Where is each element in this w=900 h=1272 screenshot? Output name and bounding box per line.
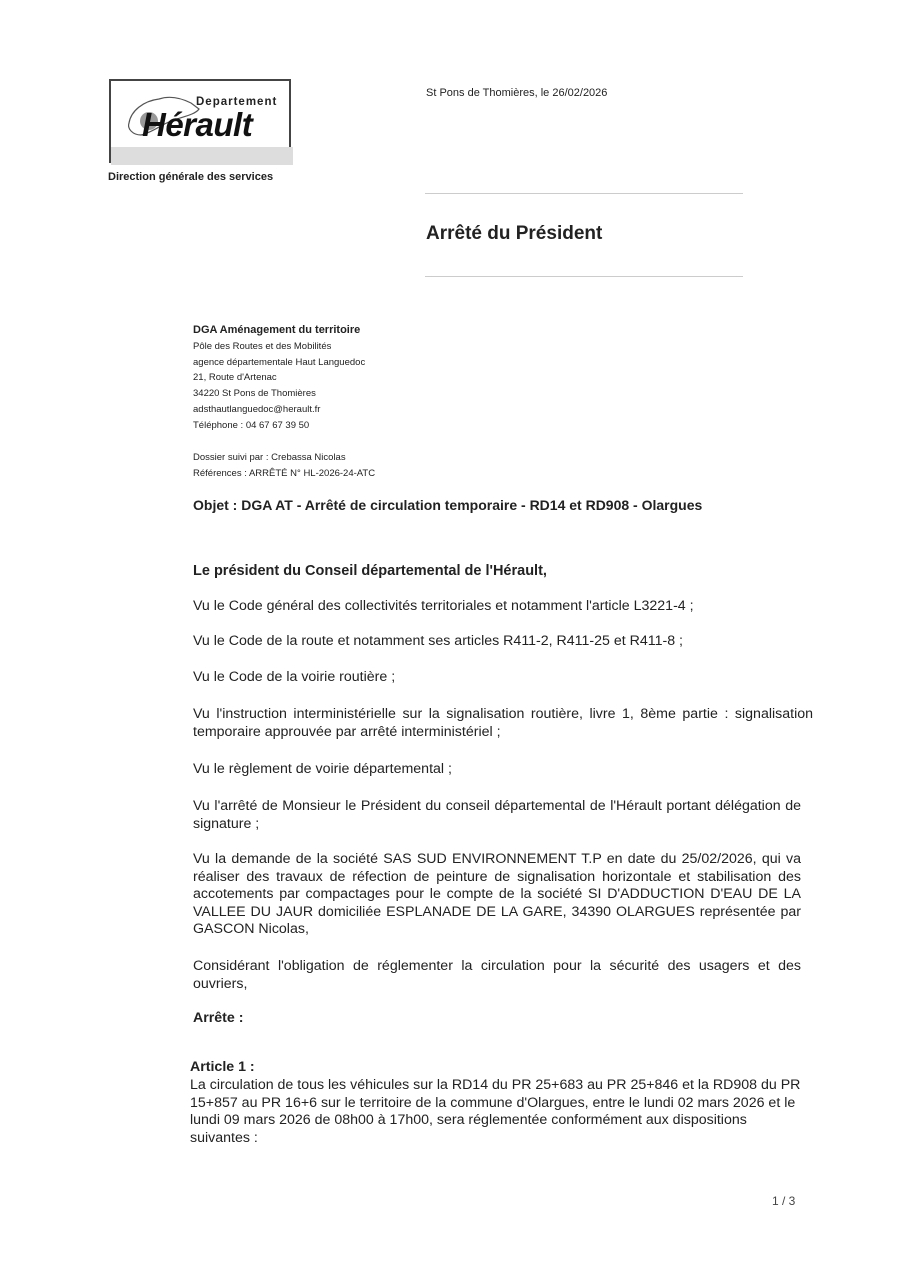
service-phone: Téléphone : 04 67 67 39 50	[193, 419, 310, 431]
dossier-followed-by: Dossier suivi par : Crebassa Nicolas	[193, 452, 346, 463]
president-heading: Le président du Conseil départemental de l'Hérault,	[193, 563, 547, 579]
vu-paragraph: Vu le règlement de voirie départemental ;	[193, 761, 452, 777]
service-block	[193, 323, 365, 434]
place-date: St Pons de Thomières, le 26/02/2026	[426, 87, 608, 99]
vu-paragraph: Vu l'instruction interministérielle sur la signalisation routière, livre 1, 8ème partie : signalisation temporaire approuvée par arrêté interministériel ;	[193, 706, 813, 740]
divider-bottom	[425, 276, 743, 277]
service-name: DGA Aménagement du territoire	[193, 324, 361, 336]
vu-paragraph: Vu l'arrêté de Monsieur le Président du conseil départemental de l'Hérault portant délégation de signature ;	[193, 798, 801, 832]
vu-paragraph: Vu la demande de la société SAS SUD ENVIRONNEMENT T.P en date du 25/02/2026, qui va réaliser des travaux de réfection de peinture de signalisation horizontale et stabilisation des accotements par compactages pour le compte de la société SI D'ADDUCTION D'EAU DE LA VALLEE DU JAUR domiciliée ESPLANADE DE LA GARE, 34390 OLARGUES représentée par GASCON Nicolas,	[193, 851, 801, 937]
references: Références : ARRÊTÉ N° HL-2026-24-ATC	[193, 467, 376, 479]
service-email: adsthautlanguedoc@herault.fr	[193, 403, 321, 415]
dossier-block	[193, 450, 375, 482]
service-line: 21, Route d'Artenac	[193, 372, 277, 384]
service-line: Pôle des Routes et des Mobilités	[193, 340, 332, 352]
logo-department-text: Departement	[196, 96, 278, 108]
page-number: 1 / 3	[772, 1194, 796, 1208]
direction-label: Direction générale des services	[108, 171, 274, 183]
considerant-paragraph: Considérant l'obligation de réglementer la circulation pour la sécurité des usagers et des ouvriers,	[193, 958, 801, 992]
arrete-heading: Arrête :	[193, 1010, 244, 1026]
divider-top	[425, 193, 743, 194]
logo-herault-text: Hérault	[142, 106, 253, 143]
vu-paragraph: Vu le Code de la route et notamment ses articles R411-2, R411-25 et R411-8 ;	[193, 633, 683, 649]
article-title: Article 1 :	[190, 1059, 255, 1075]
vu-paragraph: Vu le Code de la voirie routière ;	[193, 669, 396, 685]
objet-line: Objet : DGA AT - Arrêté de circulation temporaire - RD14 et RD908 - Olargues	[193, 497, 703, 513]
service-line: agence départementale Haut Languedoc	[193, 356, 366, 368]
document-title: Arrêté du Président	[426, 223, 603, 244]
article-text: La circulation de tous les véhicules sur la RD14 du PR 25+683 au PR 25+846 et la RD908 du PR 15+857 au PR 16+6 sur le territoire de la commune d'Olargues, entre le lundi 02 mars 2026 et le lundi 09 mars 2026 de 08h00 à 17h00, sera réglementée conformément aux dispositions suivantes :	[190, 1077, 801, 1146]
vu-paragraph: Vu le Code général des collectivités territoriales et notamment l'article L3221-4 ;	[193, 598, 694, 614]
service-line: 34220 St Pons de Thomières	[193, 388, 316, 400]
